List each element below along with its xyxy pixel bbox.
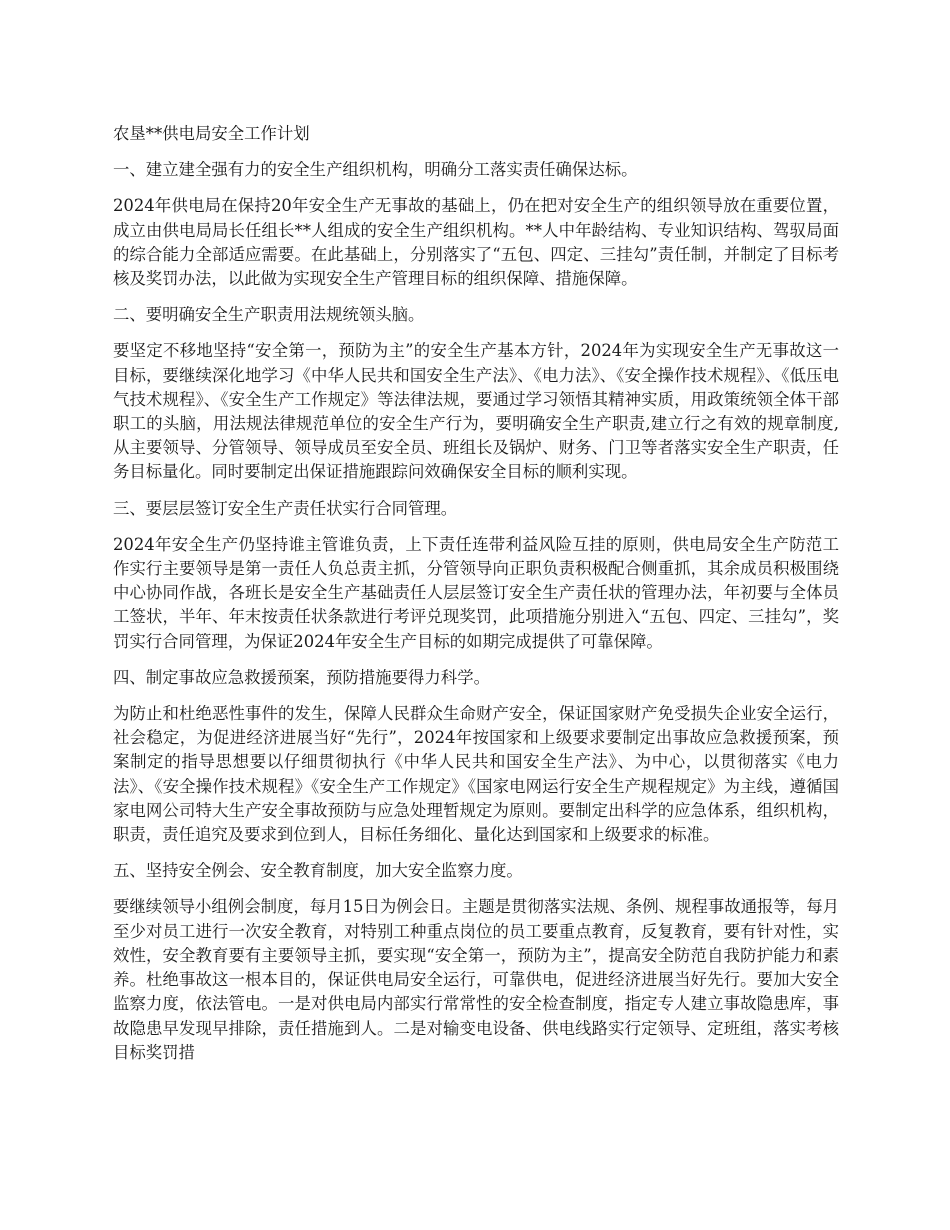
document-page (113, 122, 839, 1077)
section-5-body: 要继续领导小组例会制度，每月15日为例会日。主题是贯彻落实法规、条例、规程事故通报等，每月至少对员工进行一次安全教育，对特别工种重点岗位的员工要重点教育，反复教育，要有针对性，实效性，安全教育要有主要领导主抓，要实现“安全第一，预防为主”，提高安全防范自我防护能力和素养。杜绝事故这一根本目的，保证供电局安全运行，可靠供电，促进经济进展当好先行。要加大安全监察力度，依法管电。一是对供电局内部实行常常性的安全检查制度，指定专人建立事故隐患库，事故隐患早发现早排除，责任措施到人。二是对输变电设备、供电线路实行定领导、定班组，落实考核目标奖罚措 (113, 897, 839, 1062)
section-4-heading: 四、制定事故应急救援预案，预防措施要得力科学。 (113, 667, 490, 687)
section-2-body: 要坚定不移地坚持“安全第一，预防为主”的安全生产基本方针，2024年为实现安全生产无事故这一目标，要继续深化地学习《中华人民共和国安全生产法》、《电力法》、《安全操作技术规程》、《低压电气技术规程》、《安全生产工作规定》等法律法规，要通过学习领悟其精神实质，用政策统领全体干部职工的头脑，用法规法律规范单位的安全生产行为，要明确安全生产职责,建立行之有效的规章制度,从主要领导、分管领导、领导成员至安全员、班组长及锅炉、财务、门卫等者落实安全生产职责，任务目标量化。同时要制定出保证措施跟踪问效确保安全目标的顺利实现。 (113, 341, 839, 482)
section-1-heading: 一、建立建全强有力的安全生产组织机构，明确分工落实责任确保达标。 (113, 160, 638, 180)
section-4-body: 为防止和杜绝恶性事件的发生，保障人民群众生命财产安全，保证国家财产免受损失企业安全运行，社会稳定，为促进经济进展当好“先行”，2024年按国家和上级要求要制定出事故应急救援预案，预案制定的指导思想要以仔细贯彻执行《中华人民共和国安全生产法》、为中心，以贯彻落实《电力法》、《安全操作技术规程》《安全生产工作规定》《国家电网运行安全生产规程规定》为主线，遵循国家电网公司特大生产安全事故预防与应急处理暂规定为原则。要制定出科学的应急体系，组织机构，职责，责任追究及要求到位到人，目标任务细化、量化达到国家和上级要求的标准。 (113, 704, 839, 845)
section-1-body: 2024年供电局在保持20年安全生产无事故的基础上，仍在把对安全生产的组织领导放在重要位置，成立由供电局局长任组长**人组成的安全生产组织机构。**人中年龄结构、专业知识结构、驾驭局面的综合能力全部适应需要。在此基础上，分别落实了“五包、四定、三挂勾”责任制，并制定了目标考核及奖罚办法，以此做为实现安全生产管理目标的组织保障、措施保障。 (113, 196, 839, 289)
section-3-body: 2024年安全生产仍坚持谁主管谁负责，上下责任连带利益风险互挂的原则，供电局安全生产防范工作实行主要领导是第一责任人负总责主抓，分管领导向正职负责积极配合侧重抓，其余成员积极围绕中心协同作战，各班长是安全生产基础责任人层层签订安全生产责任状的管理办法，年初要与全体员工签状，半年、年末按责任状条款进行考评兑现奖罚，此项措施分别进入“五包、四定、三挂勾”，奖罚实行合同管理，为保证2024年安全生产目标的如期完成提供了可靠保障。 (113, 534, 839, 651)
document-title: 农垦**供电局安全工作计划 (113, 124, 310, 143)
section-2-heading: 二、要明确安全生产职责用法规统领头脑。 (113, 305, 425, 325)
section-5-heading: 五、坚持安全例会、安全教育制度，加大安全监察力度。 (113, 861, 523, 881)
section-3-heading: 三、要层层签订安全生产责任状实行合同管理。 (113, 498, 458, 518)
